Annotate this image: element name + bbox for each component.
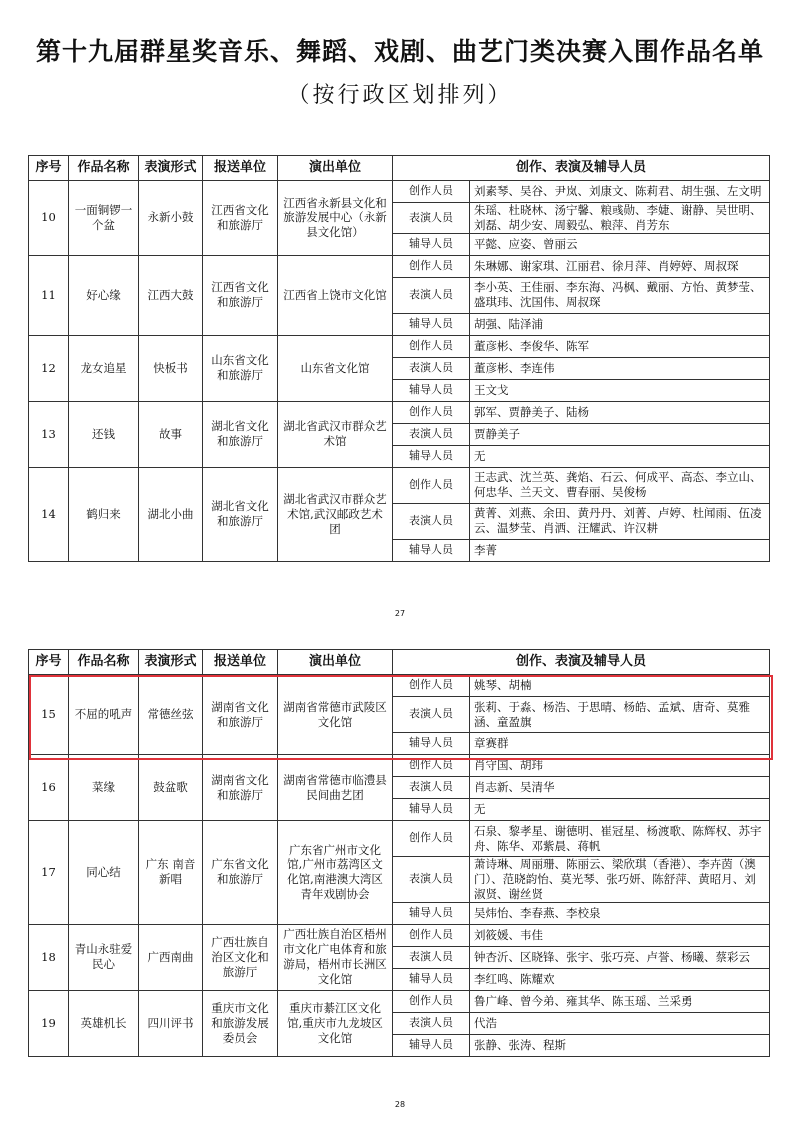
submitting-unit: 广西壮族自治区文化和旅游厅 [203,924,278,990]
header-performer: 演出单位 [278,156,393,181]
staff-names: 平懿、应姿、曾丽云 [470,233,770,255]
header-submitter: 报送单位 [203,156,278,181]
entry-number: 18 [29,924,69,990]
page-number: 28 [394,1100,406,1109]
staff-role: 辅导人员 [393,379,470,401]
work-title: 好心缘 [69,255,139,335]
staff-names: 无 [470,445,770,467]
performing-unit: 山东省文化馆 [278,335,393,401]
table-row [29,924,770,946]
table-header [29,156,770,181]
staff-names: 郭军、贾静美子、陆杨 [470,401,770,423]
table-header [29,650,770,675]
staff-names: 李小英、王佳丽、李东海、冯枫、戴丽、方怡、黄梦莹、盛琪玮、沈国伟、周叔琛 [470,277,770,313]
performance-form: 湖北小曲 [139,467,203,561]
staff-names: 刘筱媛、韦佳 [470,924,770,946]
staff-role: 辅导人员 [393,733,470,755]
performance-form: 广西南曲 [139,924,203,990]
staff-names: 无 [470,799,770,821]
staff-role: 辅导人员 [393,902,470,924]
document-title: 第十九届群星奖音乐、舞蹈、戏剧、曲艺门类决赛入围作品名单 [35,37,764,66]
entry-number: 12 [29,335,69,401]
header-form: 表演形式 [139,650,203,675]
table-row [29,401,770,423]
performance-form: 鼓盆歌 [139,755,203,821]
performing-unit: 江西省永新县文化和旅游发展中心（永新县文化馆） [278,181,393,256]
entry-number: 17 [29,821,69,925]
performance-form: 快板书 [139,335,203,401]
staff-role: 表演人员 [393,503,470,539]
staff-role: 创作人员 [393,467,470,503]
performing-unit: 湖南省常德市临澧县民间曲艺团 [278,755,393,821]
staff-role: 表演人员 [393,423,470,445]
performance-form: 江西大鼓 [139,255,203,335]
staff-names: 刘素琴、吴谷、尹岚、刘康文、陈莉君、胡生强、左文明 [470,181,770,203]
work-title: 还钱 [69,401,139,467]
table-body [29,181,770,562]
staff-names: 黄菁、刘燕、余田、黄丹丹、刘菁、卢婷、杜闻雨、伍凌云、温梦莹、肖洒、汪耀武、许汉耕 [470,503,770,539]
submitting-unit: 湖南省文化和旅游厅 [203,675,278,755]
staff-role: 表演人员 [393,777,470,799]
table-row [29,990,770,1012]
header-work: 作品名称 [69,650,139,675]
staff-names: 朱瑶、杜晓林、汤宁馨、粮彧勋、李婕、谢静、吴世明、刘磊、胡少安、周毅弘、粮萍、肖芳东 [470,203,770,234]
staff-role: 辅导人员 [393,968,470,990]
header-work: 作品名称 [69,156,139,181]
header-performer: 演出单位 [278,650,393,675]
performing-unit: 湖北省武汉市群众艺术馆,武汉邮政艺术团 [278,467,393,561]
performing-unit: 重庆市綦江区文化馆,重庆市九龙坡区文化馆 [278,990,393,1056]
staff-names: 石泉、黎孝星、谢德明、崔冠星、杨渡歌、陈辉权、苏宇舟、陈华、邓紫晨、蒋帆 [470,821,770,857]
staff-role: 表演人员 [393,857,470,903]
staff-role: 表演人员 [393,1012,470,1034]
staff-names: 张莉、于淼、杨浩、于思晴、杨皓、孟斌、唐奇、莫雅涵、童盈旗 [470,697,770,733]
staff-names: 吴炜怡、李春燕、李校泉 [470,902,770,924]
work-title: 龙女追星 [69,335,139,401]
entry-number: 15 [29,675,69,755]
staff-names: 董彦彬、李连伟 [470,357,770,379]
staff-names: 代浩 [470,1012,770,1034]
entry-number: 13 [29,401,69,467]
staff-role: 辅导人员 [393,445,470,467]
header-form: 表演形式 [139,156,203,181]
staff-role: 创作人员 [393,755,470,777]
staff-role: 表演人员 [393,697,470,733]
staff-names: 胡强、陆泽浦 [470,313,770,335]
staff-role: 创作人员 [393,924,470,946]
page-number: 27 [394,609,406,618]
entry-number: 16 [29,755,69,821]
nominee-table-page-27 [28,155,770,562]
staff-names: 钟杏沂、区晓锋、张宇、张巧亮、卢誉、杨曦、蔡彩云 [470,946,770,968]
staff-names: 肖守国、胡玮 [470,755,770,777]
submitting-unit: 重庆市文化和旅游发展委员会 [203,990,278,1056]
staff-role: 辅导人员 [393,313,470,335]
submitting-unit: 广东省文化和旅游厅 [203,821,278,925]
entry-number: 19 [29,990,69,1056]
performance-form: 四川评书 [139,990,203,1056]
performing-unit: 湖南省常德市武陵区文化馆 [278,675,393,755]
staff-names: 王文戈 [470,379,770,401]
staff-names: 李红鸣、陈耀欢 [470,968,770,990]
header-no: 序号 [29,650,69,675]
staff-role: 辅导人员 [393,1034,470,1056]
submitting-unit: 湖北省文化和旅游厅 [203,467,278,561]
performing-unit: 广西壮族自治区梧州市文化广电体育和旅游局，梧州市长洲区文化馆 [278,924,393,990]
staff-role: 创作人员 [393,675,470,697]
staff-role: 创作人员 [393,255,470,277]
staff-names: 董彦彬、李俊华、陈军 [470,335,770,357]
staff-role: 创作人员 [393,181,470,203]
header-no: 序号 [29,156,69,181]
work-title: 青山永驻爱民心 [69,924,139,990]
staff-names: 鲁广峰、曾今弟、雍其华、陈玉瑶、兰采勇 [470,990,770,1012]
submitting-unit: 湖北省文化和旅游厅 [203,401,278,467]
staff-names: 李菁 [470,539,770,561]
submitting-unit: 山东省文化和旅游厅 [203,335,278,401]
performance-form: 常德丝弦 [139,675,203,755]
header-submitter: 报送单位 [203,650,278,675]
staff-role: 表演人员 [393,203,470,234]
table-row [29,821,770,857]
staff-role: 创作人员 [393,401,470,423]
staff-names: 朱琳娜、谢家琪、江丽君、徐月萍、肖婷婷、周叔琛 [470,255,770,277]
staff-role: 表演人员 [393,946,470,968]
staff-role: 辅导人员 [393,539,470,561]
staff-names: 肖志新、吴清华 [470,777,770,799]
performing-unit: 湖北省武汉市群众艺术馆 [278,401,393,467]
staff-role: 辅导人员 [393,233,470,255]
submitting-unit: 湖南省文化和旅游厅 [203,755,278,821]
work-title: 英雄机长 [69,990,139,1056]
submitting-unit: 江西省文化和旅游厅 [203,181,278,256]
staff-names: 姚琴、胡楠 [470,675,770,697]
staff-names: 王志武、沈兰英、龚焰、石云、何成平、高态、李立山、何忠华、兰天文、曹春丽、吴俊杨 [470,467,770,503]
entry-number: 11 [29,255,69,335]
work-title: 菜缘 [69,755,139,821]
header-staff: 创作、表演及辅导人员 [393,650,770,675]
staff-role: 表演人员 [393,357,470,379]
performance-form: 永新小鼓 [139,181,203,256]
entry-number: 14 [29,467,69,561]
staff-names: 张静、张涛、程斯 [470,1034,770,1056]
staff-role: 创作人员 [393,821,470,857]
work-title: 同心结 [69,821,139,925]
table-row [29,181,770,203]
staff-role: 辅导人员 [393,799,470,821]
document-subtitle: （按行政区划排列） [287,83,513,108]
performing-unit: 江西省上饶市文化馆 [278,255,393,335]
performance-form: 故事 [139,401,203,467]
staff-names: 章赛群 [470,733,770,755]
staff-role: 表演人员 [393,277,470,313]
table-row [29,467,770,503]
entry-number: 10 [29,181,69,256]
staff-names: 贾静美子 [470,423,770,445]
work-title: 不屈的吼声 [69,675,139,755]
work-title: 鹤归来 [69,467,139,561]
performance-form: 广东 南音新唱 [139,821,203,925]
staff-names: 萧诗琳、周丽珊、陈丽云、梁欣琪（香港）、李卉茵（澳门）、范晓韵怡、莫光琴、张巧妍、陈舒萍、黄昭月、刘淑贤、谢丝贤 [470,857,770,903]
submitting-unit: 江西省文化和旅游厅 [203,255,278,335]
highlight-box [29,675,773,760]
staff-role: 创作人员 [393,990,470,1012]
staff-role: 创作人员 [393,335,470,357]
table-row [29,335,770,357]
performing-unit: 广东省广州市文化馆,广州市荔湾区文化馆,南港澳大湾区青年戏剧协会 [278,821,393,925]
table-row [29,255,770,277]
work-title: 一面铜锣一个盆 [69,181,139,256]
header-staff: 创作、表演及辅导人员 [393,156,770,181]
